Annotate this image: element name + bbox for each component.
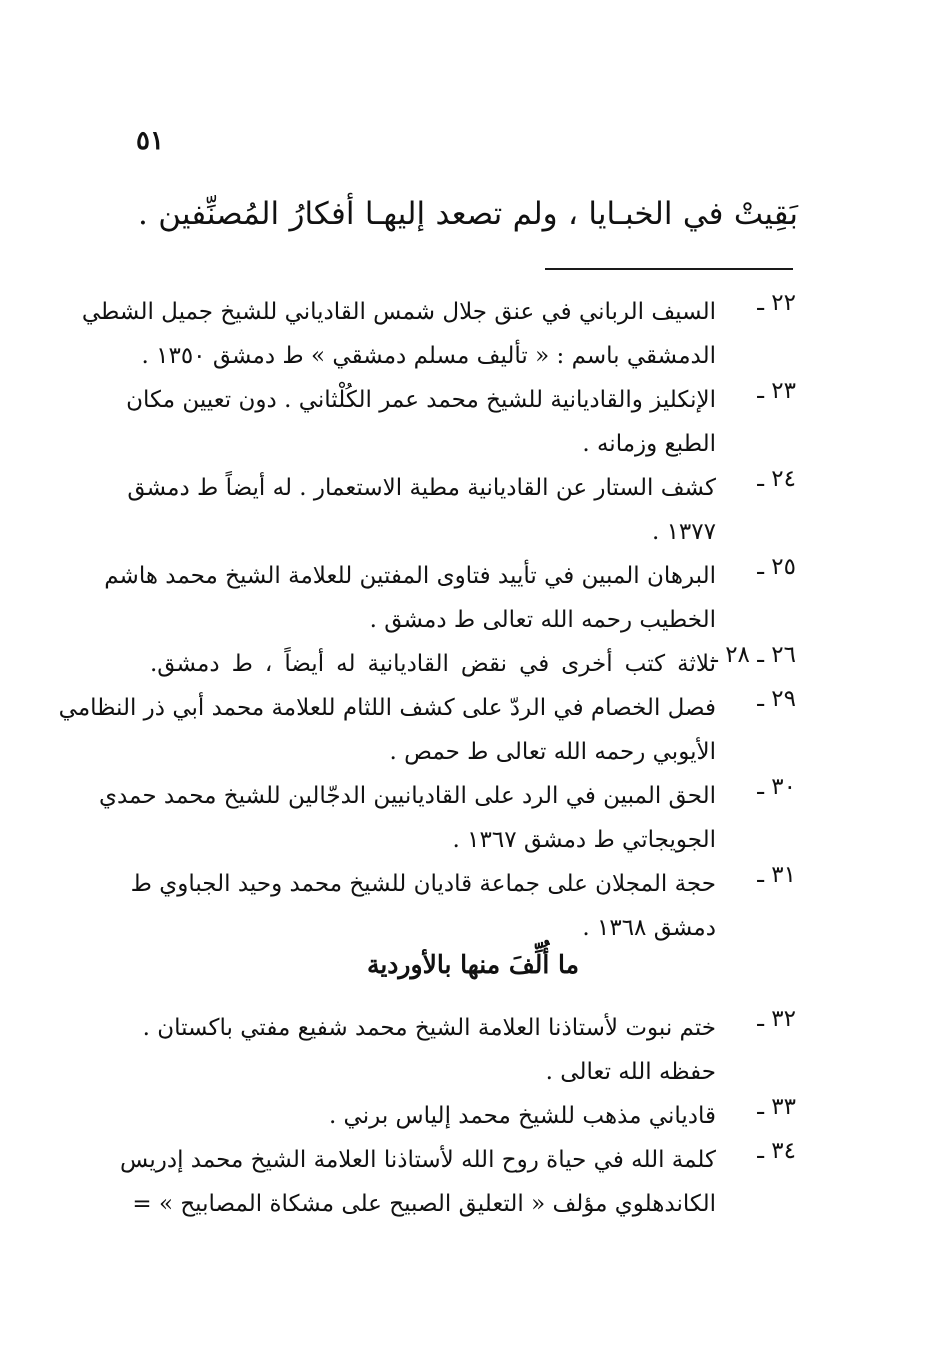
entry-number: ٣٤ ـ [757, 1138, 796, 1164]
entry-line: الإنكليز والقاديانية للشيخ محمد عمر الكُلْثاني . دون تعيين مكان [126, 387, 716, 413]
bibliography-entry [150, 1094, 796, 1138]
entry-line: قادياني مذهب للشيخ محمد إلياس برني . [328, 1103, 716, 1129]
bibliography-list-urdu [120, 1006, 796, 1226]
entry-number: ٣١ ـ [757, 862, 796, 888]
entry-number: ٢٤ ـ [757, 466, 796, 492]
entry-number: ٣٠ ـ [757, 774, 796, 800]
entry-number: ٢٣ ـ [757, 378, 796, 404]
bibliography-entry [98, 774, 796, 862]
bibliography-entry [130, 862, 796, 950]
bibliography-entry [104, 554, 796, 642]
entry-line: الحق المبين في الرد على القاديانيين الدجّالين للشيخ محمد حمدي [98, 783, 716, 809]
entry-line: البرهان المبين في تأييد فتاوى المفتين للعلامة الشيخ محمد هاشم [104, 563, 716, 589]
bibliography-entry [142, 1006, 796, 1094]
entry-line: ١٣٧٧ . [651, 519, 716, 545]
entry-number: ٢٢ ـ [757, 290, 796, 316]
entry-line: دمشق ١٣٦٨ . [582, 915, 716, 941]
entry-line: الدمشقي باسم : « تأليف مسلم دمشقي » ط دمشق ١٣٥٠ . [141, 343, 716, 369]
footnote-rule [545, 268, 793, 270]
entry-line: الأيوبي رحمه الله تعالى ط حمص . [389, 739, 716, 765]
entry-line: الطبع وزمانه . [582, 431, 716, 457]
entry-line: كلمة الله في حياة روح الله لأستاذنا العلامة الشيخ محمد إدريس [120, 1147, 716, 1173]
entry-line: الخطيب رحمه الله تعالى ط دمشق . [369, 607, 716, 633]
entry-line: ختم نبوت لأستاذنا العلامة الشيخ محمد شفيع مفتي باكستان . [142, 1015, 716, 1041]
entry-line: حفظه الله تعالى . [545, 1059, 716, 1085]
bibliography-entry [150, 642, 796, 686]
entry-number: ٢٩ ـ [757, 686, 796, 712]
continuation-line: بَقِيتْ في الخبـايا ، ولم تصعد إليهـا أفكارُ المُصنِّفين . [138, 196, 798, 232]
entry-line: السيف الرباني في عنق جلال شمس القادياني للشيخ جميل الشطي [81, 299, 716, 325]
entry-line: الكاندهلوي مؤلف « التعليق الصبيح على مشكاة المصابيح » = [132, 1191, 716, 1217]
entry-number: ٢٦ ـ ٢٨ ـ [711, 642, 796, 668]
entry-line: الجويجاتي ط دمشق ١٣٦٧ . [452, 827, 716, 853]
bibliography-entry [126, 378, 796, 466]
bibliography-entry [127, 466, 796, 554]
bibliography-entry [120, 1138, 796, 1226]
bibliography-entry [81, 290, 796, 378]
bibliography-entry [58, 686, 796, 774]
entry-line: كشف الستار عن القاديانية مطية الاستعمار . له أيضاً ط دمشق [127, 475, 716, 501]
entry-line: حجة المجلان على جماعة قاديان للشيخ محمد وحيد الجباوي ط [130, 871, 716, 897]
page-number: ٥١ [136, 126, 164, 156]
entry-number: ٣٢ ـ [757, 1006, 796, 1032]
bibliography-list-arabic [58, 290, 796, 950]
entry-line: ثلاثة كتب أخرى في نقض القاديانية له أيضاً ، ط دمشق. [150, 651, 716, 677]
section-heading: ما أُلِّفَ منها بالأوردية [366, 950, 580, 979]
entry-number: ٢٥ ـ [757, 554, 796, 580]
entry-line: فصل الخصام في الردّ على كشف اللثام للعلامة محمد أبي ذر النظامي [58, 695, 716, 721]
entry-number: ٣٣ ـ [757, 1094, 796, 1120]
